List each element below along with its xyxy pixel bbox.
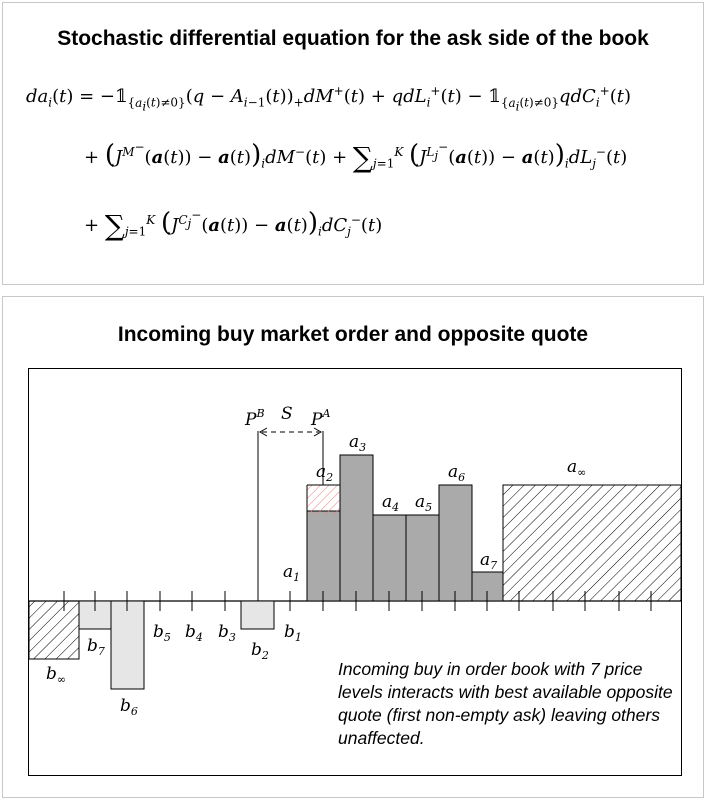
bid-label-b4: $b_4$ — [185, 622, 203, 644]
ask-label-a5: $a_5$ — [415, 492, 433, 514]
equation-line-3: + $\sum_{j=1}^K$ $(J^{C_j^-}(a(t)) - a(t))_idC_j^-(t)$ — [84, 208, 383, 242]
ask-label-a2: $a_2$ — [316, 462, 334, 484]
ask-label-a-infinity: $a_\infty$ — [567, 457, 587, 479]
spread-label: S — [281, 404, 293, 424]
bid-bar-b6 — [111, 601, 144, 689]
equation-line-2: + $(J^{M^-}(a(t)) - a(t))_idM^-(t) + \sum_{j=1}^K$ $(J^{L_j^-}(a(t)) - a(t))_idL_j^-(t)$ — [84, 140, 628, 174]
bid-label-b5: $b_5$ — [153, 622, 171, 644]
diagram-caption: Incoming buy in order book with 7 price levels interacts with best available opposite quote (first non-empty ask) leaving others unaffected. — [338, 659, 673, 748]
ask-bar-a4 — [373, 515, 406, 601]
ask-bar-a2-removed — [307, 485, 340, 515]
ask-label-a1: $a_1$ — [283, 562, 301, 584]
ask-bar-a3 — [340, 455, 373, 601]
ask-bar-a5 — [406, 515, 439, 601]
ask-label-a7: $a_7$ — [480, 550, 498, 572]
bid-bar-b-infinity — [29, 601, 79, 659]
ask-bar-a2 — [307, 511, 340, 601]
ask-bar-a6 — [439, 485, 472, 601]
bid-label-b6: $b_6$ — [120, 696, 138, 718]
bid-bar-b2 — [241, 601, 274, 629]
ask-label-a4: $a_4$ — [382, 492, 400, 514]
ask-label-a3: $a_3$ — [349, 432, 367, 454]
bid-label-b-infinity: $b_\infty$ — [46, 664, 67, 686]
best-ask-price-label: $P^A$ — [311, 407, 331, 430]
sde-title: Stochastic differential equation for the ask side of the book — [57, 27, 649, 50]
bid-label-b7: $b_7$ — [87, 636, 105, 658]
ask-label-a6: $a_6$ — [448, 462, 466, 484]
bid-label-b3: $b_3$ — [218, 622, 236, 644]
bid-label-b1: $b_1$ — [284, 622, 302, 644]
order-book-title: Incoming buy market order and opposite quote — [117, 323, 589, 346]
best-bid-price-label: $P^B$ — [245, 407, 265, 430]
ask-bar-a-infinity — [503, 485, 681, 601]
equation-line-1: $da_i(t)$ = $-𝟙_{\{a_i(t)\ne 0\}}(q - A_{i-1}(t))_+dM^+(t) + qdL_i^+(t)$ − $𝟙_{\{a_i(t)\ne 0\}}qdC_i^+(t)$ — [26, 84, 632, 113]
bid-label-b2: $b_2$ — [251, 640, 269, 662]
